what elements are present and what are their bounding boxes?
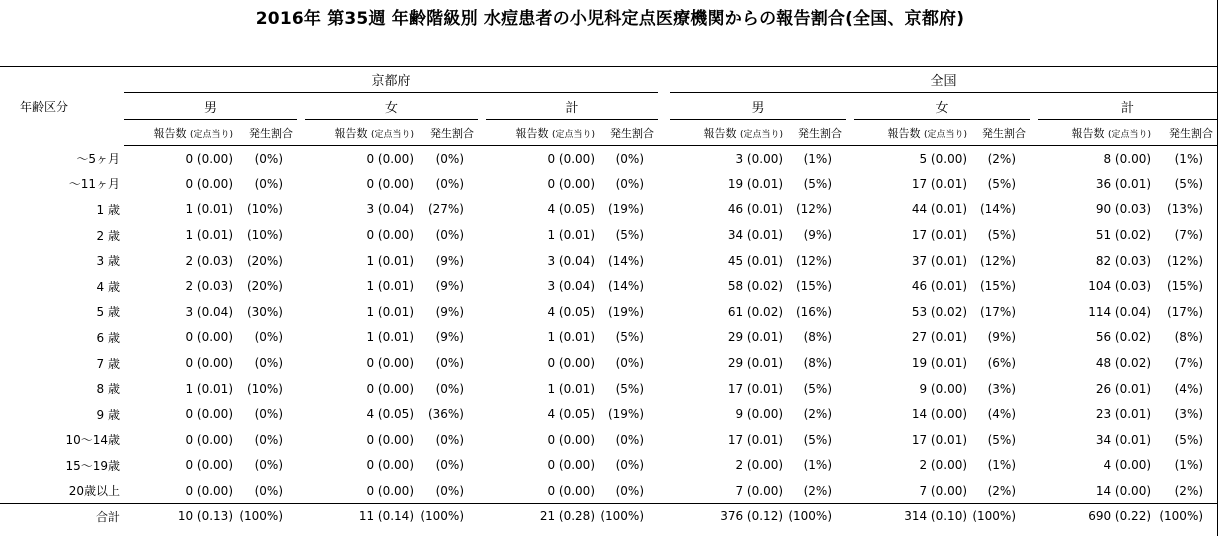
table-row bbox=[0, 171, 1217, 197]
rate-cell: (8%) bbox=[1174, 330, 1204, 345]
rate-cell: (19%) bbox=[607, 202, 645, 217]
rate-cell: (0%) bbox=[254, 458, 283, 473]
report-count-cell: 114 (0.04) bbox=[1088, 304, 1152, 319]
rate-cell: (0%) bbox=[435, 458, 464, 473]
rate-cell: (10%) bbox=[246, 381, 283, 396]
age-group-label: 1 歳 bbox=[96, 202, 120, 217]
report-count-cell: 21 (0.28) bbox=[486, 504, 599, 528]
rate-cell: (2%) bbox=[987, 483, 1017, 498]
age-group-label: 6 歳 bbox=[96, 330, 120, 345]
rate-cell: (0%) bbox=[615, 356, 645, 371]
age-group-label: 7 歳 bbox=[96, 356, 120, 371]
rate-cell: (36%) bbox=[427, 407, 464, 422]
rate-cell: (15%) bbox=[979, 279, 1017, 294]
rate-cell: (19%) bbox=[607, 407, 645, 422]
report-count-cell: 46 (0.01) bbox=[727, 202, 784, 217]
rate-cell: (14%) bbox=[979, 202, 1017, 217]
report-count-cell: 17 (0.01) bbox=[911, 228, 968, 243]
count-label: 報告数 bbox=[334, 126, 368, 140]
report-count-cell: 314 (0.10) bbox=[854, 504, 971, 528]
rate-cell: (17%) bbox=[1166, 304, 1204, 319]
rate-cell: (0%) bbox=[435, 228, 464, 243]
rate-cell: (13%) bbox=[1166, 202, 1204, 217]
rate-cell: (1%) bbox=[987, 458, 1017, 473]
rate-cell: (0%) bbox=[435, 176, 464, 191]
rate-cell: (9%) bbox=[435, 253, 464, 268]
rate-cell: (8%) bbox=[803, 330, 833, 345]
rate-cell: (12%) bbox=[795, 253, 833, 268]
rate-header-kyoto-total: 発生割合 bbox=[599, 120, 658, 146]
age-group-label: 3 歳 bbox=[96, 254, 120, 269]
rate-cell: (5%) bbox=[1174, 176, 1204, 191]
report-count-cell: 2 (0.03) bbox=[185, 253, 233, 268]
age-group-label: 合計 bbox=[0, 504, 124, 528]
rate-cell: (5%) bbox=[803, 176, 833, 191]
report-count-cell: 104 (0.03) bbox=[1088, 279, 1152, 294]
rate-cell: (100%) bbox=[787, 504, 846, 528]
report-count-cell: 0 (0.00) bbox=[366, 381, 414, 396]
report-count-cell: 0 (0.00) bbox=[366, 483, 414, 498]
rate-cell: (20%) bbox=[246, 253, 283, 268]
rate-cell: (2%) bbox=[803, 407, 833, 422]
count-header-kyoto-male bbox=[124, 120, 237, 146]
report-count-cell: 1 (0.01) bbox=[185, 202, 233, 217]
rate-cell: (15%) bbox=[795, 279, 833, 294]
report-count-cell: 34 (0.01) bbox=[1095, 432, 1152, 447]
report-count-cell: 5 (0.00) bbox=[919, 151, 968, 166]
report-count-cell: 2 (0.00) bbox=[735, 458, 784, 473]
table-row bbox=[0, 299, 1217, 325]
report-count-cell: 90 (0.03) bbox=[1095, 202, 1152, 217]
report-count-cell: 0 (0.00) bbox=[185, 330, 233, 345]
rate-header-kyoto-female: 発生割合 bbox=[418, 120, 478, 146]
per-sentinel-label: (定点当り) bbox=[923, 129, 968, 140]
age-group-header: 年齢区分 bbox=[0, 67, 124, 146]
count-label: 報告数 bbox=[515, 126, 549, 140]
report-count-cell: 14 (0.00) bbox=[911, 407, 968, 422]
report-count-cell: 58 (0.02) bbox=[727, 279, 784, 294]
rate-cell: (10%) bbox=[246, 202, 283, 217]
table-row bbox=[0, 273, 1217, 299]
per-sentinel-label: (定点当り) bbox=[739, 129, 784, 140]
report-count-cell: 37 (0.01) bbox=[911, 253, 968, 268]
report-count-cell: 61 (0.02) bbox=[727, 304, 784, 319]
report-count-cell: 82 (0.03) bbox=[1095, 253, 1152, 268]
report-count-cell: 53 (0.02) bbox=[911, 304, 968, 319]
rate-cell: (7%) bbox=[1174, 356, 1204, 371]
rate-cell: (4%) bbox=[1174, 381, 1204, 396]
rate-cell: (3%) bbox=[987, 381, 1017, 396]
rate-cell: (0%) bbox=[615, 432, 645, 447]
report-count-cell: 2 (0.00) bbox=[919, 458, 968, 473]
table-row bbox=[0, 248, 1217, 274]
report-count-cell: 44 (0.01) bbox=[911, 202, 968, 217]
sex-header-national-female: 女 bbox=[854, 93, 1030, 120]
age-group-label: 10〜14歳 bbox=[65, 433, 120, 448]
report-count-cell: 9 (0.00) bbox=[735, 407, 784, 422]
age-group-label: 〜11ヶ月 bbox=[68, 177, 120, 192]
rate-cell: (1%) bbox=[803, 458, 833, 473]
rate-cell: (5%) bbox=[615, 330, 645, 345]
rate-cell: (100%) bbox=[1155, 504, 1217, 528]
rate-cell: (0%) bbox=[435, 432, 464, 447]
rate-cell: (17%) bbox=[979, 304, 1017, 319]
rate-cell: (27%) bbox=[427, 202, 464, 217]
count-label: 報告数 bbox=[887, 126, 921, 140]
report-count-cell: 0 (0.00) bbox=[366, 356, 414, 371]
report-count-cell: 29 (0.01) bbox=[727, 356, 784, 371]
rate-cell: (2%) bbox=[987, 151, 1017, 166]
report-count-cell: 23 (0.01) bbox=[1095, 407, 1152, 422]
rate-cell: (15%) bbox=[1166, 279, 1204, 294]
rate-cell: (2%) bbox=[803, 483, 833, 498]
report-count-cell: 0 (0.00) bbox=[547, 176, 595, 191]
rate-header-kyoto-male: 発生割合 bbox=[237, 120, 297, 146]
report-count-cell: 1 (0.01) bbox=[547, 330, 595, 345]
rate-cell: (9%) bbox=[987, 330, 1017, 345]
rate-cell: (0%) bbox=[615, 176, 645, 191]
count-label: 報告数 bbox=[703, 126, 737, 140]
rate-cell: (12%) bbox=[979, 253, 1017, 268]
report-count-cell: 48 (0.02) bbox=[1095, 356, 1152, 371]
rate-cell: (0%) bbox=[254, 176, 283, 191]
rate-cell: (0%) bbox=[615, 458, 645, 473]
rate-cell: (9%) bbox=[435, 279, 464, 294]
rate-cell: (5%) bbox=[615, 381, 645, 396]
report-count-cell: 1 (0.01) bbox=[366, 304, 414, 319]
count-header-kyoto-female bbox=[305, 120, 418, 146]
report-count-cell: 4 (0.00) bbox=[1103, 458, 1152, 473]
report-count-cell: 51 (0.02) bbox=[1095, 228, 1152, 243]
report-count-cell: 1 (0.01) bbox=[366, 330, 414, 345]
report-count-cell: 3 (0.04) bbox=[366, 202, 414, 217]
age-group-label: 〜5ヶ月 bbox=[76, 151, 120, 166]
rate-header-national-female: 発生割合 bbox=[971, 120, 1030, 146]
rate-cell: (5%) bbox=[803, 381, 833, 396]
report-count-cell: 0 (0.00) bbox=[366, 432, 414, 447]
age-group-label: 8 歳 bbox=[96, 382, 120, 397]
region-header-kyoto: 京都府 bbox=[124, 67, 658, 93]
rate-cell: (7%) bbox=[1174, 228, 1204, 243]
table-row bbox=[0, 427, 1217, 453]
report-table bbox=[0, 66, 1217, 528]
report-count-cell: 0 (0.00) bbox=[547, 483, 595, 498]
report-count-cell: 17 (0.01) bbox=[727, 432, 784, 447]
report-count-cell: 10 (0.13) bbox=[124, 504, 237, 528]
rate-cell: (8%) bbox=[803, 356, 833, 371]
rate-cell: (0%) bbox=[254, 330, 283, 345]
count-header-national-total bbox=[1038, 120, 1155, 146]
rate-cell: (0%) bbox=[435, 483, 464, 498]
rate-cell: (16%) bbox=[795, 304, 833, 319]
rate-cell: (0%) bbox=[435, 151, 464, 166]
report-count-cell: 0 (0.00) bbox=[185, 458, 233, 473]
report-count-cell: 0 (0.00) bbox=[547, 151, 595, 166]
rate-cell: (0%) bbox=[435, 356, 464, 371]
report-count-cell: 14 (0.00) bbox=[1095, 483, 1152, 498]
report-count-cell: 690 (0.22) bbox=[1038, 504, 1155, 528]
rate-cell: (0%) bbox=[254, 151, 283, 166]
rate-cell: (100%) bbox=[971, 504, 1030, 528]
total-row bbox=[0, 504, 1217, 528]
table-row bbox=[0, 222, 1217, 248]
report-count-cell: 0 (0.00) bbox=[366, 176, 414, 191]
age-group-label: 2 歳 bbox=[96, 228, 120, 243]
report-count-cell: 4 (0.05) bbox=[547, 407, 595, 422]
report-count-cell: 0 (0.00) bbox=[547, 458, 595, 473]
report-count-cell: 7 (0.00) bbox=[735, 483, 784, 498]
count-label: 報告数 bbox=[153, 126, 187, 140]
rate-cell: (30%) bbox=[246, 304, 283, 319]
report-count-cell: 3 (0.00) bbox=[735, 151, 784, 166]
report-count-cell: 26 (0.01) bbox=[1095, 381, 1152, 396]
report-count-cell: 46 (0.01) bbox=[911, 279, 968, 294]
sex-header-kyoto-total: 計 bbox=[486, 93, 658, 120]
report-count-cell: 0 (0.00) bbox=[185, 407, 233, 422]
report-count-cell: 0 (0.00) bbox=[185, 151, 233, 166]
rate-cell: (2%) bbox=[1174, 483, 1204, 498]
report-count-cell: 27 (0.01) bbox=[911, 330, 968, 345]
report-count-cell: 0 (0.00) bbox=[185, 176, 233, 191]
rate-cell: (5%) bbox=[1174, 432, 1204, 447]
rate-cell: (14%) bbox=[607, 279, 645, 294]
sex-header-national-total: 計 bbox=[1038, 93, 1217, 120]
report-count-cell: 9 (0.00) bbox=[919, 381, 968, 396]
rate-cell: (5%) bbox=[615, 228, 645, 243]
rate-cell: (6%) bbox=[987, 356, 1017, 371]
table-row bbox=[0, 325, 1217, 351]
rate-cell: (0%) bbox=[254, 432, 283, 447]
age-group-label: 5 歳 bbox=[96, 305, 120, 320]
rate-cell: (0%) bbox=[435, 381, 464, 396]
report-count-cell: 376 (0.12) bbox=[670, 504, 787, 528]
per-sentinel-label: (定点当り) bbox=[1107, 129, 1152, 140]
report-count-cell: 11 (0.14) bbox=[305, 504, 418, 528]
rate-cell: (5%) bbox=[987, 432, 1017, 447]
rate-cell: (5%) bbox=[803, 432, 833, 447]
report-count-cell: 34 (0.01) bbox=[727, 228, 784, 243]
report-count-cell: 0 (0.00) bbox=[185, 356, 233, 371]
table-row bbox=[0, 197, 1217, 223]
table-row bbox=[0, 146, 1217, 172]
table-row bbox=[0, 350, 1217, 376]
count-header-kyoto-total bbox=[486, 120, 599, 146]
table-row bbox=[0, 478, 1217, 504]
report-count-cell: 3 (0.04) bbox=[185, 304, 233, 319]
rate-cell: (9%) bbox=[435, 330, 464, 345]
age-group-label: 20歳以上 bbox=[68, 484, 120, 499]
rate-cell: (1%) bbox=[803, 151, 833, 166]
report-count-cell: 17 (0.01) bbox=[911, 432, 968, 447]
report-count-cell: 1 (0.01) bbox=[547, 228, 595, 243]
rate-cell: (3%) bbox=[1174, 407, 1204, 422]
report-count-cell: 56 (0.02) bbox=[1095, 330, 1152, 345]
rate-cell: (9%) bbox=[435, 304, 464, 319]
rate-cell: (14%) bbox=[607, 253, 645, 268]
per-sentinel-label: (定点当り) bbox=[370, 129, 414, 140]
rate-cell: (5%) bbox=[987, 228, 1017, 243]
report-count-cell: 1 (0.01) bbox=[185, 381, 233, 396]
per-sentinel-label: (定点当り) bbox=[189, 129, 233, 140]
rate-cell: (4%) bbox=[987, 407, 1017, 422]
sex-header-kyoto-male: 男 bbox=[124, 93, 297, 120]
rate-header-national-total: 発生割合 bbox=[1155, 120, 1217, 146]
report-count-cell: 19 (0.01) bbox=[727, 176, 784, 191]
report-count-cell: 19 (0.01) bbox=[911, 356, 968, 371]
report-count-cell: 0 (0.00) bbox=[366, 151, 414, 166]
report-count-cell: 0 (0.00) bbox=[547, 432, 595, 447]
count-header-national-male bbox=[670, 120, 787, 146]
sex-header-kyoto-female: 女 bbox=[305, 93, 478, 120]
report-count-cell: 0 (0.00) bbox=[185, 432, 233, 447]
report-count-cell: 4 (0.05) bbox=[366, 407, 414, 422]
rate-cell: (19%) bbox=[607, 304, 645, 319]
rate-cell: (9%) bbox=[803, 228, 833, 243]
report-count-cell: 1 (0.01) bbox=[185, 228, 233, 243]
rate-cell: (0%) bbox=[615, 151, 645, 166]
rate-cell: (10%) bbox=[246, 228, 283, 243]
report-count-cell: 1 (0.01) bbox=[366, 279, 414, 294]
report-count-cell: 29 (0.01) bbox=[727, 330, 784, 345]
rate-cell: (100%) bbox=[599, 504, 658, 528]
report-count-cell: 0 (0.00) bbox=[366, 228, 414, 243]
age-group-label: 9 歳 bbox=[96, 407, 120, 422]
report-count-cell: 3 (0.04) bbox=[547, 279, 595, 294]
report-count-cell: 0 (0.00) bbox=[185, 483, 233, 498]
age-group-label: 15〜19歳 bbox=[65, 458, 120, 473]
region-header-national: 全国 bbox=[670, 67, 1217, 93]
report-count-cell: 0 (0.00) bbox=[547, 356, 595, 371]
rate-cell: (0%) bbox=[254, 407, 283, 422]
rate-cell: (1%) bbox=[1174, 458, 1204, 473]
report-count-cell: 45 (0.01) bbox=[727, 253, 784, 268]
count-header-national-female bbox=[854, 120, 971, 146]
report-count-cell: 0 (0.00) bbox=[366, 458, 414, 473]
report-count-cell: 1 (0.01) bbox=[366, 253, 414, 268]
rate-cell: (12%) bbox=[1166, 253, 1204, 268]
rate-cell: (0%) bbox=[254, 356, 283, 371]
report-count-cell: 8 (0.00) bbox=[1103, 151, 1152, 166]
table-row bbox=[0, 376, 1217, 402]
count-label: 報告数 bbox=[1071, 126, 1105, 140]
rate-cell: (100%) bbox=[237, 504, 297, 528]
report-count-cell: 7 (0.00) bbox=[919, 483, 968, 498]
rate-header-national-male: 発生割合 bbox=[787, 120, 846, 146]
age-group-label: 4 歳 bbox=[96, 279, 120, 294]
table-row bbox=[0, 401, 1217, 427]
table-row bbox=[0, 453, 1217, 479]
report-count-cell: 2 (0.03) bbox=[185, 279, 233, 294]
report-count-cell: 4 (0.05) bbox=[547, 202, 595, 217]
rate-cell: (0%) bbox=[254, 483, 283, 498]
report-count-cell: 17 (0.01) bbox=[911, 176, 968, 191]
report-count-cell: 3 (0.04) bbox=[547, 253, 595, 268]
rate-cell: (12%) bbox=[795, 202, 833, 217]
frame-border bbox=[1217, 0, 1218, 536]
rate-cell: (100%) bbox=[418, 504, 478, 528]
per-sentinel-label: (定点当り) bbox=[551, 129, 595, 140]
report-count-cell: 36 (0.01) bbox=[1095, 176, 1152, 191]
report-count-cell: 4 (0.05) bbox=[547, 304, 595, 319]
sex-header-national-male: 男 bbox=[670, 93, 846, 120]
rate-cell: (0%) bbox=[615, 483, 645, 498]
rate-cell: (1%) bbox=[1174, 151, 1204, 166]
rate-cell: (20%) bbox=[246, 279, 283, 294]
page-title: 2016年 第35週 年齢階級別 水痘患者の小児科定点医療機関からの報告割合(全国、京都府) bbox=[255, 9, 965, 29]
report-count-cell: 17 (0.01) bbox=[727, 381, 784, 396]
report-count-cell: 1 (0.01) bbox=[547, 381, 595, 396]
rate-cell: (5%) bbox=[987, 176, 1017, 191]
